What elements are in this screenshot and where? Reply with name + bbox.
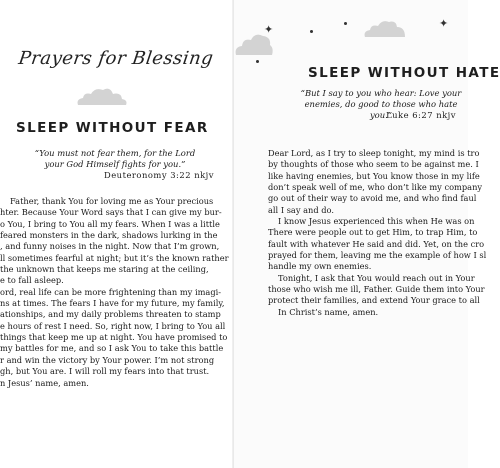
star-icon: ✦: [264, 23, 274, 36]
dot-icon: [256, 60, 259, 63]
body-line: e to fall asleep.: [0, 275, 64, 286]
body-line: prayed for them, leaving me the example of how I sl: [268, 250, 487, 261]
cloud-icon: [74, 86, 130, 106]
left-page: [0, 0, 234, 468]
body-line: like having enemies, but You know those in my life: [268, 170, 480, 181]
body-line: my battles for me, and so I ask You to take this battle: [0, 343, 224, 354]
left-verse: [12, 148, 218, 170]
right-page: [234, 0, 500, 468]
body-line: all I say and do.: [268, 204, 334, 215]
body-line: In Christ’s name, amen.: [278, 306, 379, 317]
body-line: the unknown that keeps me staring at the ceiling,: [0, 264, 209, 275]
cloud-icon: [362, 18, 408, 38]
body-line: There were people out to get Him, to trap Him, to: [268, 227, 478, 238]
body-line: things that keep me up at night. You have promised to: [0, 332, 228, 343]
left-heading: SLEEP WITHOUT FEAR: [16, 120, 209, 136]
body-line: go out of their way to avoid me, and who find faul: [268, 193, 477, 204]
body-line: those who wish me ill, Father. Guide them into Your: [268, 284, 485, 295]
body-line: ns at times. The fears I have for my future, my family,: [0, 298, 225, 309]
body-line: o You, I bring to You all my fears. When I was a little: [0, 218, 220, 229]
body-line: Father, thank You for loving me as Your precious: [10, 196, 214, 206]
verse-line: your God Himself fights for you.”: [44, 159, 186, 169]
body-line: ord, real life can be more frightening than my imagi-: [0, 286, 222, 297]
dot-icon: [344, 22, 347, 25]
body-line: hter. Because Your Word says that I can give my bur-: [0, 207, 222, 218]
body-line: by thoughts of those who seem to be against me. I: [268, 159, 479, 170]
body-line: handle my own enemies.: [268, 261, 372, 272]
body-line: fault with whatever He said and did. Yet, on the cro: [268, 238, 485, 249]
body-line: , and funny noises in the night. Now that I’m grown,: [0, 241, 220, 252]
book-title: Prayers for Blessing: [17, 48, 215, 69]
body-line: protect their families, and extend Your grace to all: [268, 295, 480, 306]
body-line: gh, but You are. I will roll my fears into that trust.: [0, 366, 210, 377]
body-line: Dear Lord, as I try to sleep tonight, my mind is tro: [268, 148, 480, 158]
verse-line: “You must not fear them, for the Lord: [34, 148, 196, 158]
body-line: ll sometimes fearful at night; but it’s the known rather: [0, 252, 229, 263]
verse-line: “But I say to you who hear: Love your: [300, 88, 462, 98]
left-reference: Deuteronomy 3:22 nkjv: [104, 170, 214, 180]
star-icon: ✦: [439, 17, 449, 30]
body-line: r and win the victory by Your power. I’m not strong: [0, 354, 215, 365]
body-line: Tonight, I ask that You would reach out in Your: [278, 272, 475, 283]
dot-icon: [310, 30, 313, 33]
left-body: [0, 196, 229, 389]
right-heading: SLEEP WITHOUT HATE: [308, 65, 500, 81]
body-line: e hours of rest I need. So, right now, I bring to You all: [0, 320, 226, 331]
body-line: I know Jesus experienced this when He was on: [278, 216, 475, 227]
body-line: ationships, and my daily problems threaten to stamp: [0, 309, 221, 320]
verse-line: enemies, do good to those who hate you.”: [304, 99, 458, 120]
body-line: n Jesus’ name, amen.: [0, 377, 89, 388]
right-reference: Luke 6:27 nkjv: [386, 110, 456, 120]
body-line: don’t speak well of me, who don’t like my company: [268, 182, 483, 193]
right-body: [268, 148, 486, 318]
body-line: feared monsters in the dark, shadows lurking in the: [0, 230, 218, 241]
